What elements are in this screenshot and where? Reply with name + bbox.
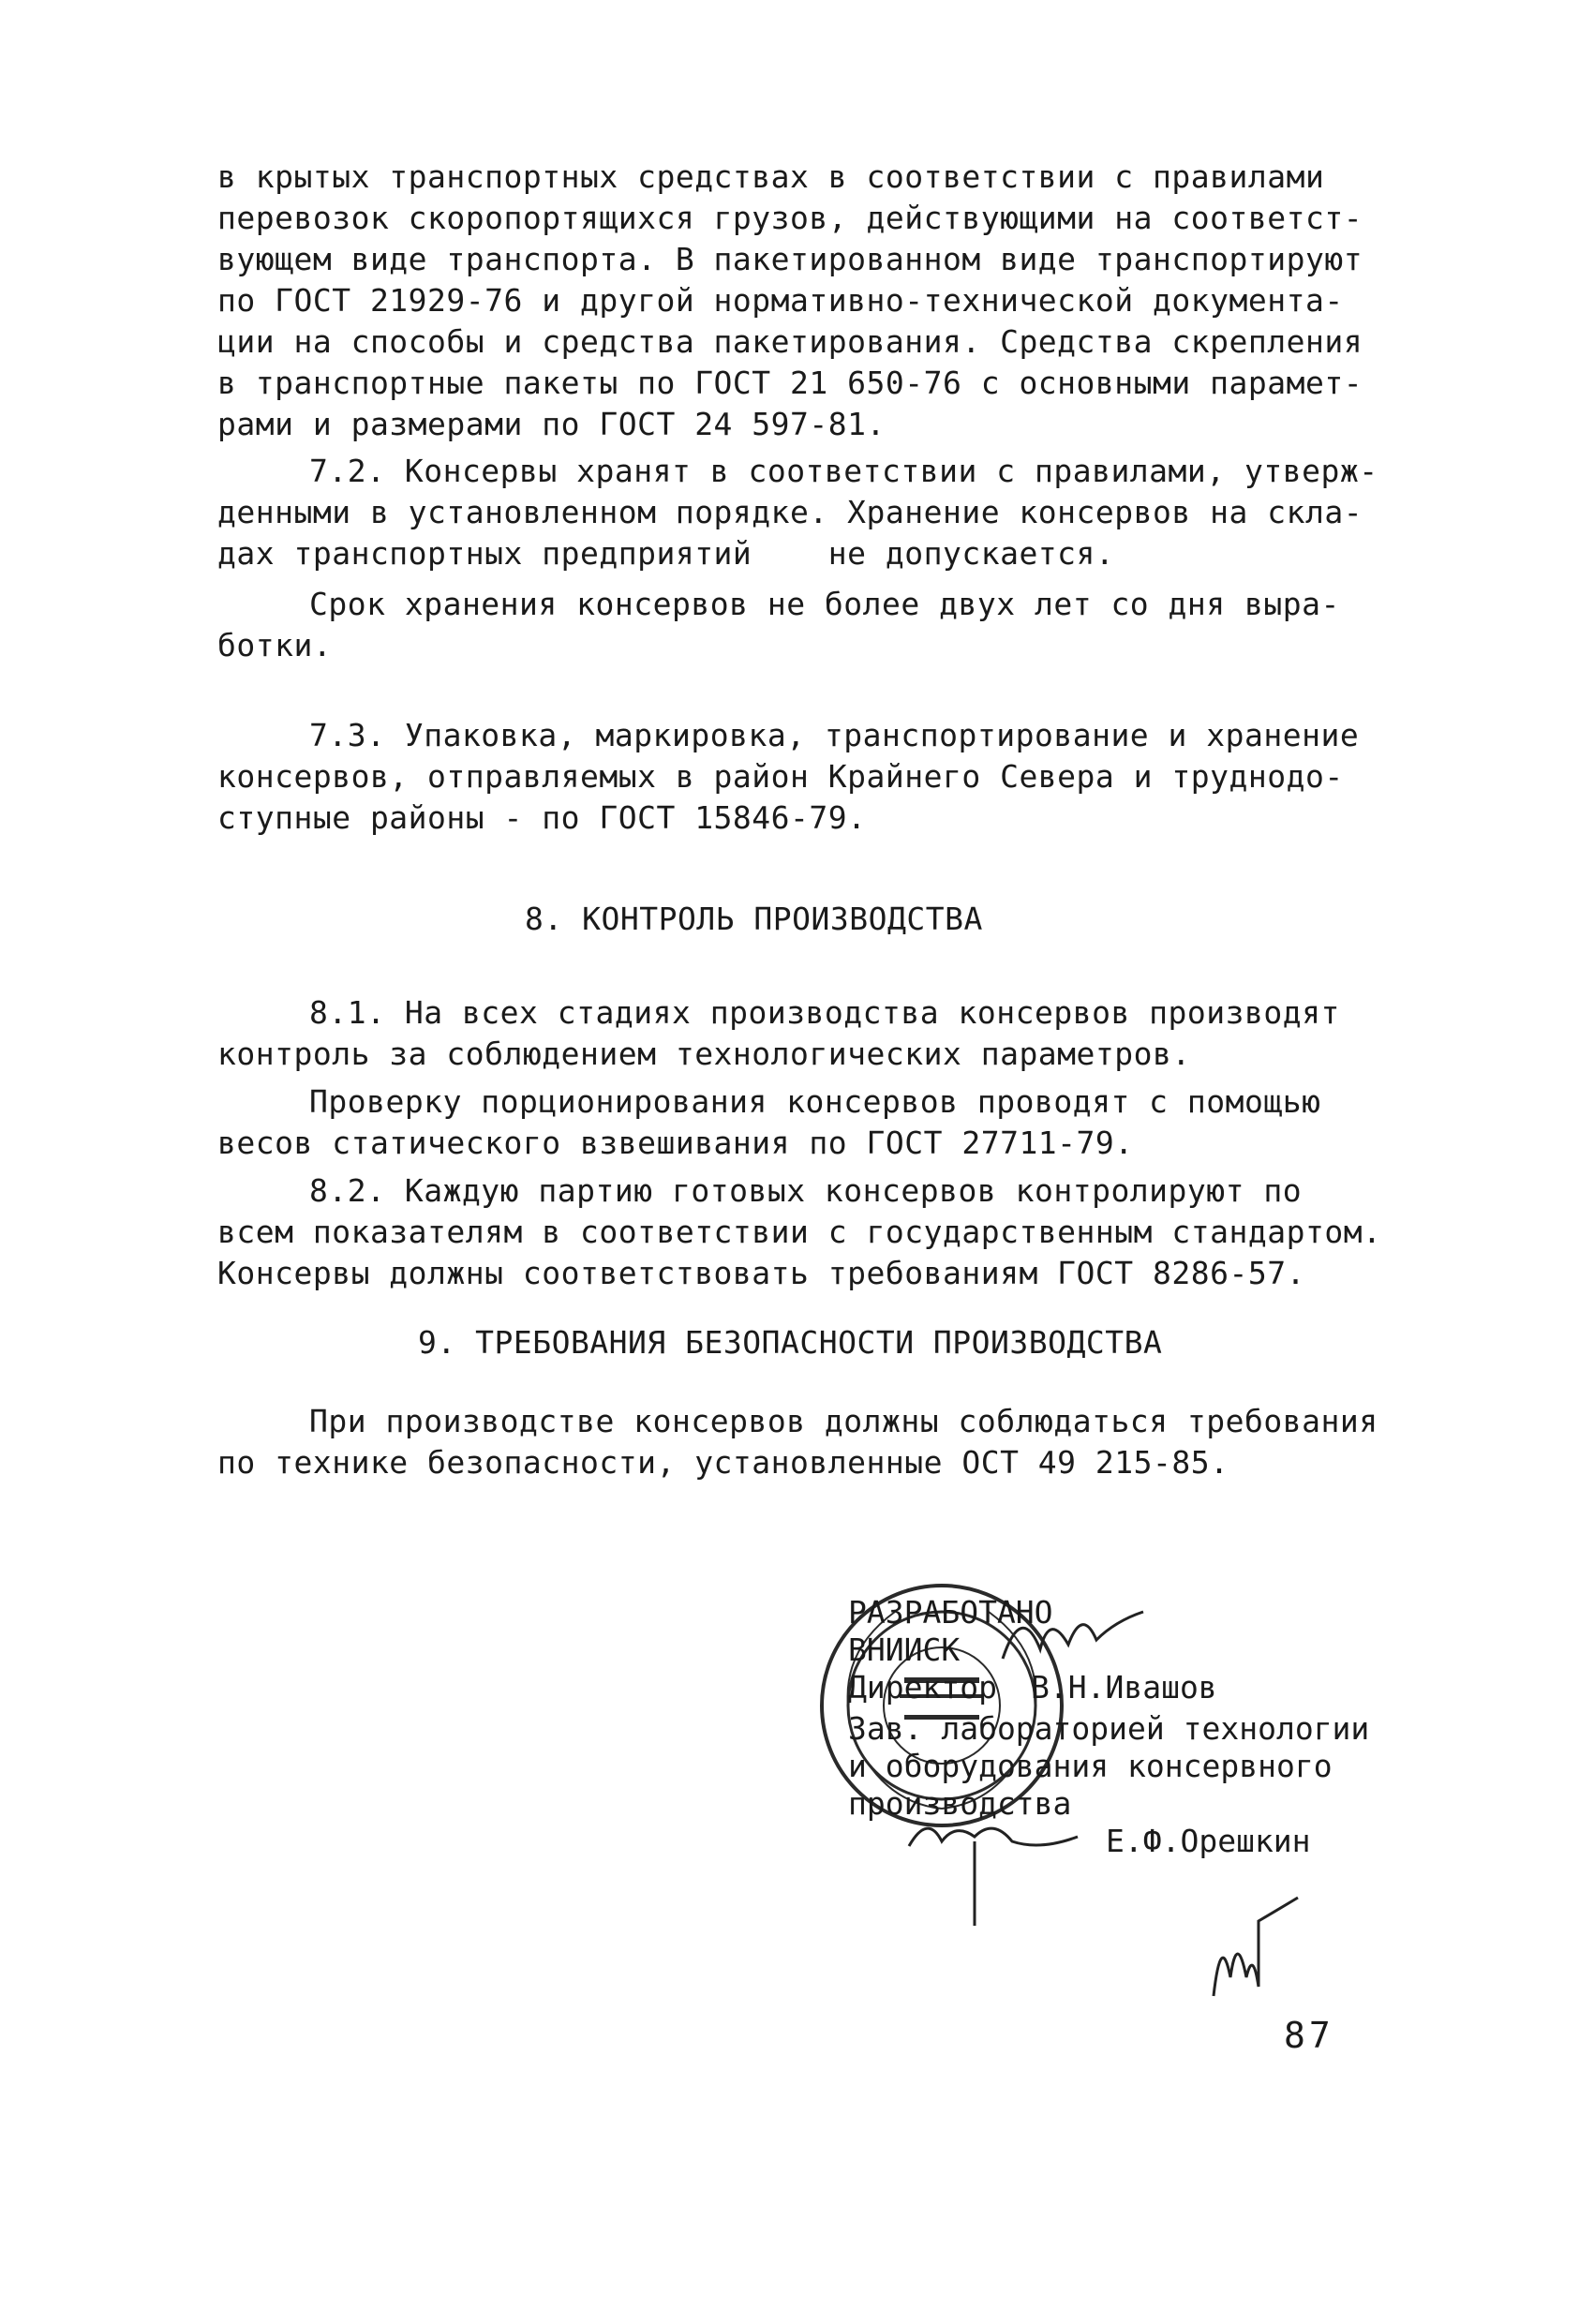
signature-lab-title: Зав. лабораторией технологии bbox=[848, 1710, 1370, 1747]
text-line: денными в установленном порядке. Хранение консервов на скла- bbox=[217, 494, 1363, 530]
text-line: весов статического взвешивания по ГОСТ 27711-79. bbox=[217, 1125, 1134, 1161]
text-line: всем показателям в соответствии с государственным стандартом. bbox=[217, 1214, 1382, 1250]
text-line: Консервы должны соответствовать требованиям ГОСТ 8286-57. bbox=[217, 1255, 1305, 1291]
signature-vertical-stroke bbox=[965, 1837, 984, 1930]
handwritten-signature bbox=[900, 1809, 1087, 1865]
text-line: по технике безопасности, установленные ОСТ 49 215-85. bbox=[217, 1444, 1229, 1481]
page-number: 87 bbox=[1284, 2015, 1334, 2056]
text-line: в транспортные пакеты по ГОСТ 21 650-76 с основными парамет- bbox=[217, 365, 1363, 401]
signature-developed: РАЗРАБОТАНО bbox=[848, 1594, 1053, 1631]
text-line: ступные районы - по ГОСТ 15846-79. bbox=[217, 799, 867, 836]
text-line: консервов, отправляемых в район Крайнего Севера и труднодо- bbox=[217, 758, 1344, 795]
text-line: ции на способы и средства пакетирования. Средства скрепления bbox=[217, 323, 1363, 360]
text-line: вующем виде транспорта. В пакетированном виде транспортируют bbox=[217, 241, 1363, 277]
text-line: 7.3. Упаковка, маркировка, транспортирование и хранение bbox=[309, 717, 1360, 753]
text-line: ботки. bbox=[217, 627, 333, 663]
section-heading: 8. КОНТРОЛЬ ПРОИЗВОДСТВА bbox=[525, 901, 983, 937]
text-line: 8.2. Каждую партию готовых консервов контролируют по bbox=[309, 1172, 1303, 1209]
text-line: Проверку порционирования консервов проводят с помощью bbox=[309, 1083, 1321, 1120]
text-line: контроль за соблюдением технологических параметров. bbox=[217, 1035, 1191, 1072]
handwritten-initials bbox=[1204, 1893, 1307, 2005]
text-line: дах транспортных предприятий не допускается. bbox=[217, 535, 1115, 572]
handwritten-signature bbox=[993, 1593, 1162, 1677]
signature-lab-title: производства bbox=[848, 1785, 1072, 1822]
text-line: 8.1. На всех стадиях производства консервов производят bbox=[309, 994, 1340, 1031]
text-line: рами и размерами по ГОСТ 24 597-81. bbox=[217, 406, 886, 442]
section-heading: 9. ТРЕБОВАНИЯ БЕЗОПАСНОСТИ ПРОИЗВОДСТВА bbox=[418, 1324, 1163, 1361]
text-line: перевозок скоропортящихся грузов, действующими на соответст- bbox=[217, 200, 1363, 236]
signature-director-title: Директор bbox=[848, 1669, 997, 1706]
signature-lab-head-name: Е.Ф.Орешкин bbox=[1106, 1823, 1311, 1859]
text-line: по ГОСТ 21929-76 и другой нормативно-технической документа- bbox=[217, 282, 1344, 319]
signature-director-name: В.Н.Ивашов bbox=[1031, 1669, 1217, 1706]
signature-lab-title: и оборудования консервного bbox=[848, 1748, 1333, 1784]
text-line: Срок хранения консервов не более двух лет со дня выра- bbox=[309, 586, 1340, 622]
text-line: в крытых транспортных средствах в соответствии с правилами bbox=[217, 158, 1325, 195]
text-line: 7.2. Консервы хранят в соответствии с правилами, утверж- bbox=[309, 453, 1378, 489]
text-line: При производстве консервов должны соблюдаться требования bbox=[309, 1403, 1378, 1439]
signature-institute: ВНИИСК bbox=[848, 1631, 961, 1668]
